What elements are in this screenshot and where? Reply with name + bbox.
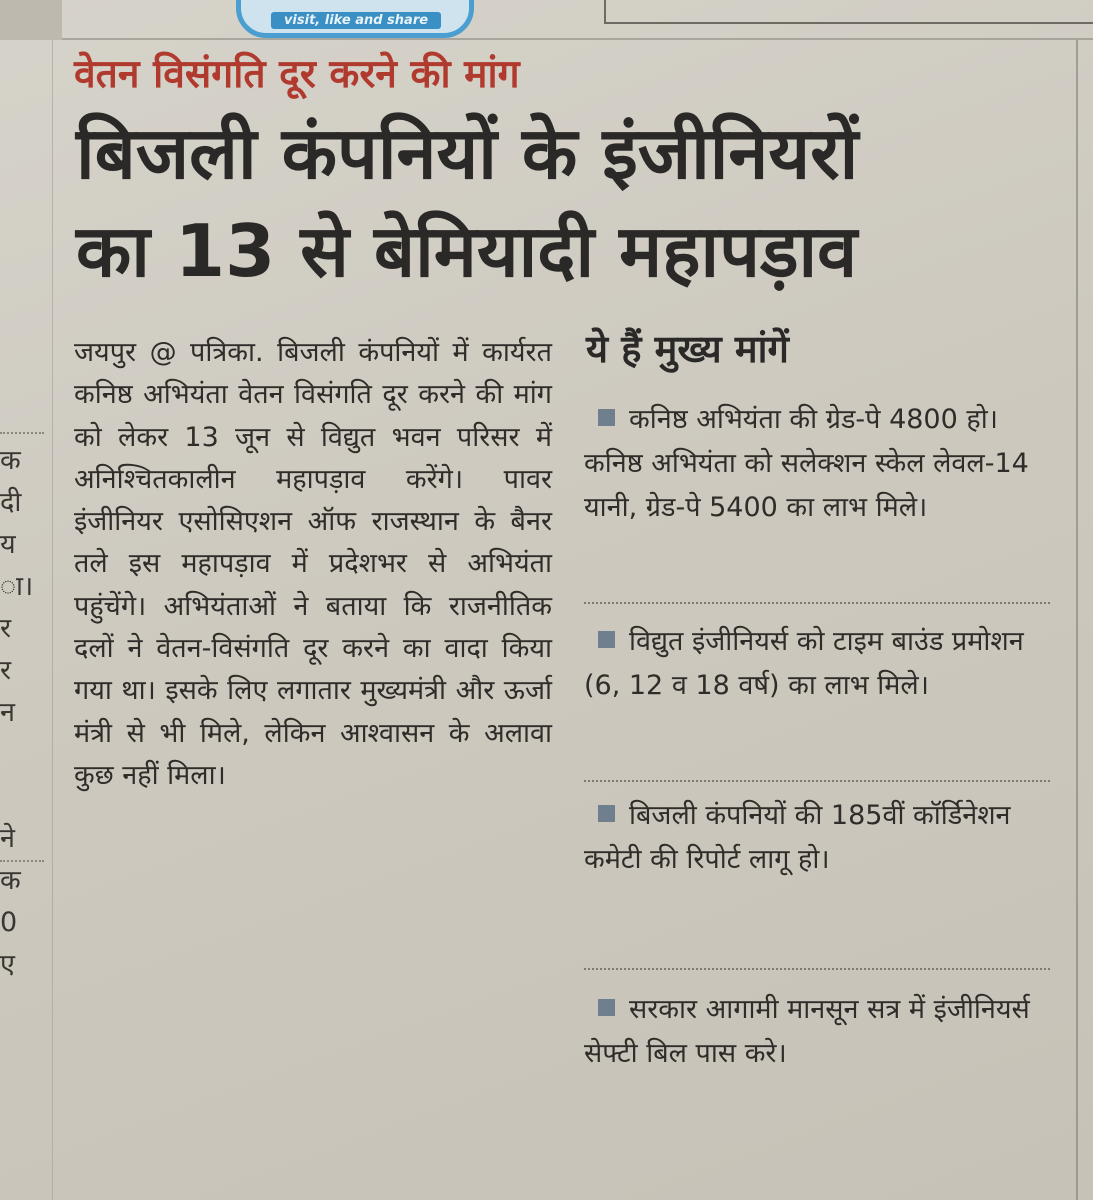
fragment: र xyxy=(0,655,12,686)
share-banner xyxy=(236,0,474,38)
adjacent-column-fragments xyxy=(0,440,40,986)
square-bullet-icon xyxy=(598,999,615,1016)
demand-item xyxy=(584,794,1064,882)
headline-line-1: बिजली कंपनियों के इंजीनियरों xyxy=(76,111,859,195)
demand-item xyxy=(584,988,1064,1076)
kicker-headline: वेतन विसंगति दूर करने की मांग xyxy=(74,52,520,97)
dotted-divider xyxy=(584,968,1050,970)
top-rule xyxy=(62,38,1093,40)
fragment xyxy=(0,776,40,818)
column-rule-right xyxy=(1076,40,1078,1200)
adjacent-divider xyxy=(0,432,44,434)
fragment: क xyxy=(0,865,21,896)
adjacent-article-box xyxy=(604,0,1093,24)
demand-item xyxy=(584,620,1064,708)
square-bullet-icon xyxy=(598,631,615,648)
square-bullet-icon xyxy=(598,409,615,426)
fragment xyxy=(0,734,40,776)
fragment: ा। xyxy=(0,571,34,602)
square-bullet-icon xyxy=(598,805,615,822)
adjacent-page-edge xyxy=(0,0,62,40)
article-body: जयपुर @ पत्रिका. बिजली कंपनियों में कार्यरत कनिष्ठ अभियंता वेतन विसंगति दूर करने की मांग को लेकर 13 जून से विद्युत भवन परिसर में अनिश्चितकालीन महापड़ाव करेंगे। पावर इंजीनियर एसोसिएशन ऑफ राजस्थान के बैनर तले इस महापड़ाव में प्रदेशभर से अभियंता पहुंचेंगे। अभियंताओं ने बताया कि राजनीतिक दलों ने वेतन-विसंगति दूर करने का वादा किया गया था। इसके लिए लगातार मुख्यमंत्री और ऊर्जा मंत्री से भी मिले, लेकिन आश्वासन के अलावा कुछ नहीं मिला। xyxy=(74,337,552,791)
dotted-divider xyxy=(584,780,1050,782)
demand-text: कनिष्ठ अभियंता की ग्रेड-पे 4800 हो। कनिष्ठ अभियंता को सलेक्शन स्केल लेवल-14 यानी, ग्रेड-पे 5400 का लाभ मिले। xyxy=(584,404,1029,523)
main-headline xyxy=(76,104,1036,300)
demand-text: बिजली कंपनियों की 185वीं कॉर्डिनेशन कमेटी की रिपोर्ट लागू हो। xyxy=(584,800,1011,875)
dotted-divider xyxy=(584,602,1050,604)
fragment: य xyxy=(0,529,16,560)
fragment: 0 xyxy=(0,907,18,938)
demand-text: विद्युत इंजीनियर्स को टाइम बाउंड प्रमोशन (6, 12 व 18 वर्ष) का लाभ मिले। xyxy=(584,626,1024,701)
headline-line-2: का 13 से बेमियादी महापड़ाव xyxy=(76,209,858,293)
column-rule-left xyxy=(52,40,53,1200)
fragment: र xyxy=(0,613,12,644)
demand-text: सरकार आगामी मानसून सत्र में इंजीनियर्स सेफ्टी बिल पास करे। xyxy=(584,994,1030,1069)
fragment: क xyxy=(0,445,21,476)
demands-heading: ये हैं मुख्य मांगें xyxy=(586,327,789,371)
demand-item xyxy=(584,398,1064,530)
share-banner-text: visit, like and share xyxy=(271,12,441,29)
fragment: दी xyxy=(0,487,22,518)
fragment: ने xyxy=(0,823,15,854)
fragment: ए xyxy=(0,949,15,980)
fragment: न xyxy=(0,697,15,728)
